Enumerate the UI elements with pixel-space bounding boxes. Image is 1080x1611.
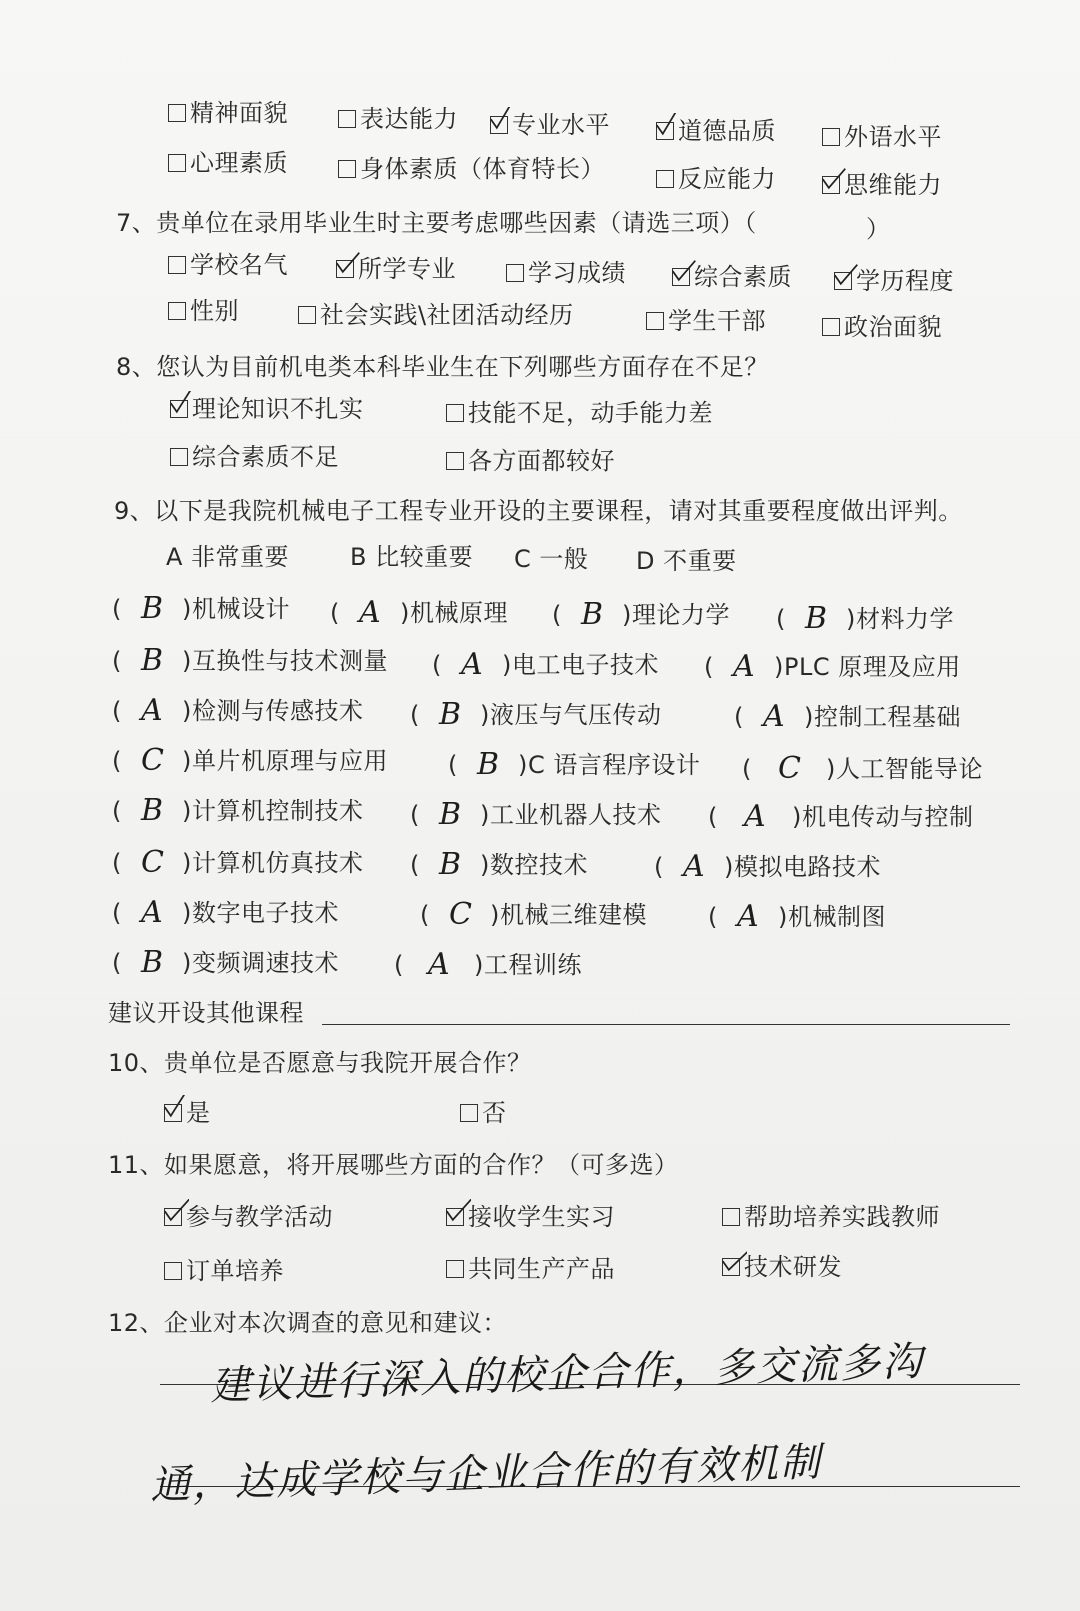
checkbox-checked[interactable] (656, 122, 674, 140)
course-grade[interactable]: B (439, 797, 462, 832)
checkbox[interactable] (822, 128, 840, 146)
course-grade[interactable]: B (141, 591, 164, 626)
open-paren: ( (112, 849, 122, 877)
checkbox-checked[interactable] (722, 1258, 740, 1276)
option-shi[interactable]: 是 (164, 1098, 211, 1128)
close-paren: ) (182, 647, 192, 675)
close-paren: ) (182, 797, 192, 825)
option-siwei[interactable]: 思维能力 (822, 170, 942, 200)
checkbox[interactable] (168, 104, 186, 122)
close-paren: ) (480, 701, 490, 729)
course-grade[interactable]: B (477, 747, 500, 782)
checkbox[interactable] (446, 452, 464, 470)
open-paren: ( (734, 703, 744, 731)
close-paren: ) (182, 697, 192, 725)
course-name: 机械制图 (788, 903, 886, 931)
course-grade[interactable]: B (141, 643, 164, 678)
question-12: 12、企业对本次调查的意见和建议： (108, 1309, 508, 1337)
checkbox[interactable] (446, 1260, 464, 1278)
course-grade[interactable]: A (737, 899, 759, 934)
option-xinli[interactable]: 心理素质 (168, 148, 288, 178)
course-name: PLC 原理及应用 (784, 653, 961, 681)
checkbox-checked[interactable] (164, 1208, 182, 1226)
suggest-input-line[interactable] (322, 1024, 1010, 1025)
course-grade[interactable]: A (359, 595, 381, 630)
course-grade[interactable]: A (141, 895, 163, 930)
open-paren: ( (654, 853, 664, 881)
checkbox[interactable] (338, 160, 356, 178)
checkbox[interactable] (170, 448, 188, 466)
course-grade[interactable]: A (141, 693, 163, 728)
close-paren: ) (826, 755, 836, 783)
checkbox[interactable] (656, 170, 674, 188)
checkbox-checked[interactable] (336, 260, 354, 278)
close-paren: ) (400, 599, 410, 627)
close-paren: ) (182, 849, 192, 877)
option-gefangmian[interactable]: 各方面都较好 (446, 446, 615, 476)
close-paren: ) (502, 651, 512, 679)
question-8: 8、您认为目前机电类本科毕业生在下列哪些方面存在不足？ (116, 353, 769, 381)
close-paren: ) (804, 703, 814, 731)
option-shengchan[interactable]: 共同生产产品 (446, 1254, 615, 1284)
open-paren: ( (432, 651, 442, 679)
course-name: 数字电子技术 (192, 899, 339, 927)
close-paren: ) (182, 595, 192, 623)
close-paren: ) (778, 903, 788, 931)
course-grade[interactable]: B (805, 601, 828, 636)
close-paren: ) (792, 803, 802, 831)
option-jineng[interactable]: 技能不足，动手能力差 (446, 398, 713, 428)
open-paren: ( (112, 595, 122, 623)
option-fou[interactable]: 否 (460, 1098, 507, 1128)
course-name: 液压与气压传动 (490, 701, 662, 729)
checkbox[interactable] (460, 1104, 478, 1122)
course-grade[interactable]: A (461, 647, 483, 682)
checkbox-checked[interactable] (490, 116, 508, 134)
course-grade[interactable]: C (778, 751, 801, 786)
option-zhuanye[interactable]: 专业水平 (490, 110, 610, 140)
open-paren: ( (420, 901, 430, 929)
course-grade[interactable]: C (141, 743, 164, 778)
close-paren: ) (724, 853, 734, 881)
option-fanying[interactable]: 反应能力 (656, 164, 776, 194)
option-zonghebuzu[interactable]: 综合素质不足 (170, 442, 339, 472)
open-paren: ( (112, 697, 122, 725)
option-dingdan[interactable]: 订单培养 (164, 1256, 284, 1286)
checkbox[interactable] (646, 312, 664, 330)
course-grade[interactable]: A (428, 947, 450, 982)
course-name: 互换性与技术测量 (192, 647, 388, 675)
handwritten-answer-line-1: 建议进行深入的校企合作，多交流多沟 (209, 1338, 925, 1410)
open-paren: ( (112, 647, 122, 675)
checkbox[interactable] (164, 1262, 182, 1280)
checkbox[interactable] (168, 256, 186, 274)
open-paren: ( (410, 801, 420, 829)
course-name: 数控技术 (490, 851, 588, 879)
course-name: 工程训练 (484, 951, 582, 979)
option-zhengzhi[interactable]: 政治面貌 (822, 312, 942, 342)
course-grade[interactable]: B (141, 793, 164, 828)
option-shehui[interactable]: 社会实践\社团活动经历 (298, 300, 574, 330)
course-grade[interactable]: A (744, 799, 766, 834)
course-grade[interactable]: B (439, 697, 462, 732)
checkbox[interactable] (822, 318, 840, 336)
course-grade[interactable]: B (439, 847, 462, 882)
close-paren: ) (182, 899, 192, 927)
option-ganbu[interactable]: 学生干部 (646, 306, 766, 336)
checkbox[interactable] (298, 306, 316, 324)
scale-a: A 非常重要 (166, 543, 290, 571)
checkbox[interactable] (446, 404, 464, 422)
close-paren: ) (622, 601, 632, 629)
open-paren: ( (112, 747, 122, 775)
open-paren: ( (112, 949, 122, 977)
course-name: 控制工程基础 (814, 703, 961, 731)
option-shixi[interactable]: 接收学生实习 (446, 1202, 615, 1232)
open-paren: ( (708, 803, 718, 831)
option-jingshen[interactable]: 精神面貌 (168, 98, 288, 128)
course-name: 变频调速技术 (192, 949, 339, 977)
course-name: 计算机控制技术 (192, 797, 364, 825)
course-grade[interactable]: B (141, 945, 164, 980)
course-name: 电工电子技术 (512, 651, 659, 679)
open-paren: ( (410, 701, 420, 729)
course-name: 机械原理 (410, 599, 508, 627)
open-paren: ( (708, 903, 718, 931)
open-paren: ( (112, 797, 122, 825)
course-name: 理论力学 (632, 601, 730, 629)
course-name: 机械三维建模 (500, 901, 647, 929)
close-paren: ) (182, 747, 192, 775)
checkbox-checked[interactable] (170, 400, 188, 418)
course-name: 单片机原理与应用 (192, 747, 388, 775)
option-xingbie[interactable]: 性别 (168, 296, 239, 326)
option-yanfa[interactable]: 技术研发 (722, 1252, 842, 1282)
course-name: 模拟电路技术 (734, 853, 881, 881)
course-grade[interactable]: C (449, 897, 472, 932)
checkbox-checked[interactable] (672, 268, 690, 286)
course-name: C 语言程序设计 (528, 751, 701, 779)
open-paren: ( (552, 601, 562, 629)
close-paren: ) (182, 949, 192, 977)
option-biaoda[interactable]: 表达能力 (338, 104, 458, 134)
checkbox[interactable] (722, 1208, 740, 1226)
course-name: 机械设计 (192, 595, 290, 623)
course-grade[interactable]: A (683, 849, 705, 884)
scale-b: B 比较重要 (350, 543, 474, 571)
close-paren: ) (480, 851, 490, 879)
option-daode[interactable]: 道德品质 (656, 116, 776, 146)
checkbox[interactable] (168, 154, 186, 172)
suggest-label: 建议开设其他课程 (108, 999, 304, 1027)
open-paren: ( (448, 751, 458, 779)
course-name: 机电传动与控制 (802, 803, 974, 831)
course-grade[interactable]: A (733, 649, 755, 684)
option-xueli[interactable]: 学历程度 (834, 266, 954, 296)
option-chengji[interactable]: 学习成绩 (506, 258, 626, 288)
open-paren: ( (112, 899, 122, 927)
course-name: 人工智能导论 (836, 755, 983, 783)
open-paren: ( (742, 755, 752, 783)
checkbox-checked[interactable] (822, 176, 840, 194)
open-paren: ( (394, 951, 404, 979)
option-peiyang-jiaoshi[interactable]: 帮助培养实践教师 (722, 1202, 940, 1232)
checkbox[interactable] (338, 110, 356, 128)
question-7-close-paren: ） (866, 215, 891, 243)
checkbox-checked[interactable] (834, 272, 852, 290)
scale-c: C 一般 (514, 545, 589, 573)
open-paren: ( (410, 851, 420, 879)
course-grade[interactable]: B (581, 597, 604, 632)
close-paren: ) (480, 801, 490, 829)
checkbox[interactable] (506, 264, 524, 282)
option-shenti[interactable]: 身体素质（体育特长） (338, 154, 605, 184)
checkbox[interactable] (168, 302, 186, 320)
close-paren: ) (490, 901, 500, 929)
open-paren: ( (330, 599, 340, 627)
checkbox-checked[interactable] (164, 1104, 182, 1122)
close-paren: ) (774, 653, 784, 681)
course-grade[interactable]: C (141, 845, 164, 880)
course-name: 检测与传感技术 (192, 697, 364, 725)
course-name: 工业机器人技术 (490, 801, 662, 829)
option-jiaoxue[interactable]: 参与教学活动 (164, 1202, 333, 1232)
open-paren: ( (704, 653, 714, 681)
close-paren: ) (518, 751, 528, 779)
option-lilun[interactable]: 理论知识不扎实 (170, 394, 364, 424)
close-paren: ) (846, 605, 856, 633)
question-7: 7、贵单位在录用毕业生时主要考虑哪些因素（请选三项）（ (116, 209, 757, 237)
option-zonghe[interactable]: 综合素质 (672, 262, 792, 292)
close-paren: ) (474, 951, 484, 979)
question-10: 10、贵单位是否愿意与我院开展合作？ (108, 1049, 532, 1077)
open-paren: ( (776, 605, 786, 633)
course-name: 计算机仿真技术 (192, 849, 364, 877)
question-11: 11、如果愿意，将开展哪些方面的合作？（可多选） (108, 1151, 679, 1179)
option-xuexiao[interactable]: 学校名气 (168, 250, 288, 280)
checkbox-checked[interactable] (446, 1208, 464, 1226)
course-name: 材料力学 (856, 605, 954, 633)
course-grade[interactable]: A (763, 699, 785, 734)
scale-d: D 不重要 (636, 547, 737, 575)
option-waiyu[interactable]: 外语水平 (822, 122, 942, 152)
handwritten-answer-line-2: 通，达成学校与企业合作的有效机制 (149, 1439, 823, 1509)
option-suoxue[interactable]: 所学专业 (336, 254, 456, 284)
question-9: 9、以下是我院机械电子工程专业开设的主要课程，请对其重要程度做出评判。 (114, 497, 963, 525)
